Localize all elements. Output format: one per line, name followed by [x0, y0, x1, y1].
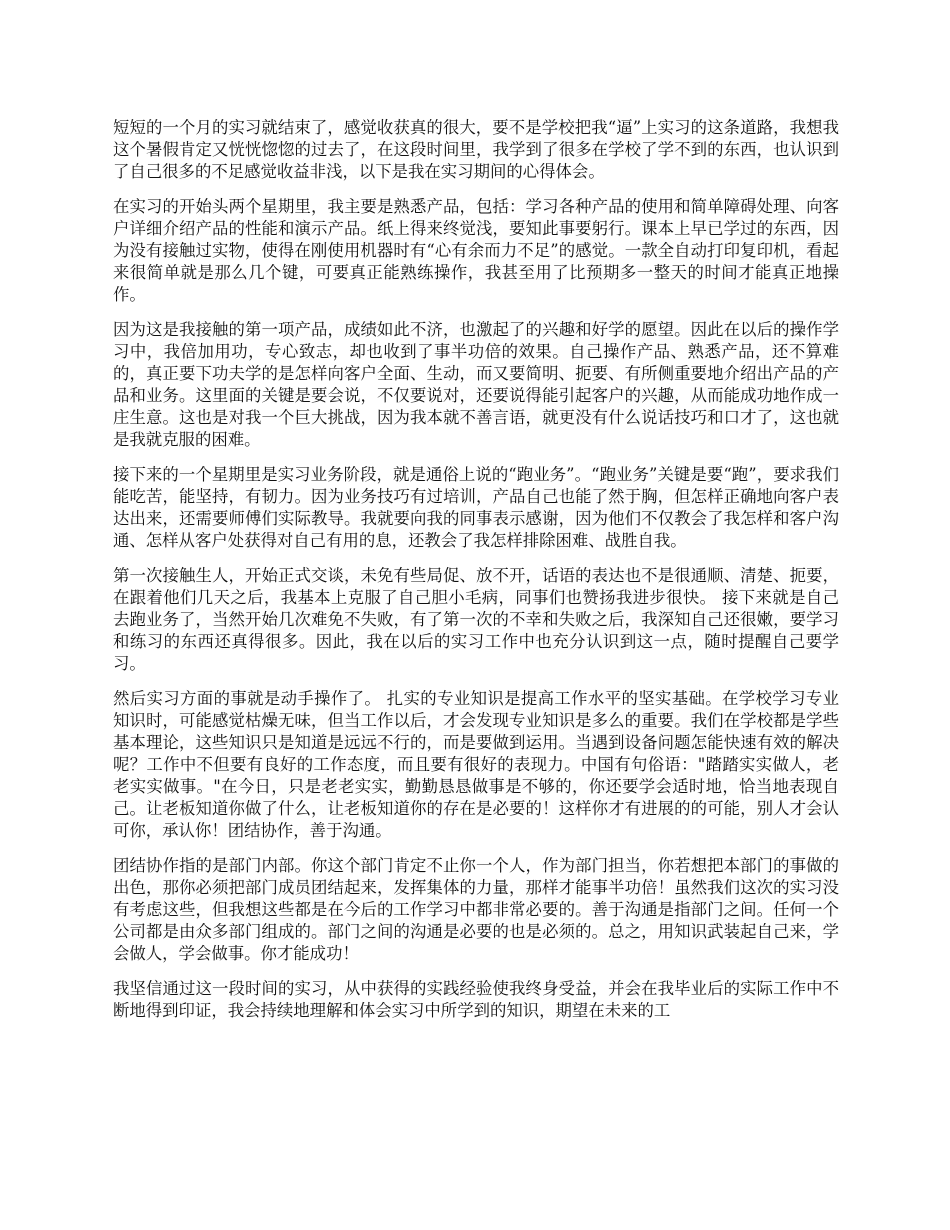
paragraph-6: 然后实习方面的事就是动手操作了。 扎实的专业知识是提高工作水平的坚实基础。在学校学习专业知识时，可能感觉枯燥无味，但当工作以后，才会发现专业知识是多么的重要。我们在学校都是学些基本理论，这些知识只是知道是远远不行的，而是要做到运用。当遇到设备问题怎能快速有效的解决呢？工作中不但要有良好的工作态度，而且要有很好的表现力。中国有句俗语："踏踏实实做人，老老实实做事。"在今日，只是老老实实，勤勤恳恳做事是不够的，你还要学会适时地，恰当地表现自己。让老板知道你做了什么，让老板知道你的存在是必要的！这样你才有进展的的可能，别人才会认可你，承认你！团结协作，善于沟通。: [113, 689, 839, 840]
document-body: [113, 117, 839, 1035]
paragraph-2: 在实习的开始头两个星期里，我主要是熟悉产品，包括：学习各种产品的使用和简单障碍处理、向客户详细介绍产品的性能和演示产品。纸上得来终觉浅，要知此事要躬行。课本上早已学过的东西，因为没有接触过实物，使得在刚使用机器时有“心有余而力不足”的感觉。一款全自动打印复印机，看起来很简单就是那么几个键，可要真正能熟练操作，我甚至用了比预期多一整天的时间才能真正地操作。: [113, 197, 839, 304]
paragraph-5: 第一次接触生人，开始正式交谈，未免有些局促、放不开，话语的表达也不是很通顺、清楚、扼要，在跟着他们几天之后，我基本上克服了自己胆小毛病，同事们也赞扬我进步很快。 接下来就是自己去跑业务了，当然开始几次难免不失败，有了第一次的不幸和失败之后，我深知自己还很嫩，要学习和练习的东西还真得很多。因此，我在以后的实习工作中也充分认识到这一点，随时提醒自己要学习。: [113, 566, 839, 673]
paragraph-1: 短短的一个月的实习就结束了，感觉收获真的很大，要不是学校把我“逼”上实习的这条道路，我想我这个暑假肯定又恍恍惚惚的过去了，在这段时间里，我学到了很多在学校了学不到的东西，也认识到了自己很多的不足感觉收益非浅，以下是我在实习期间的心得体会。: [113, 118, 839, 181]
paragraph-3: 因为这是我接触的第一项产品，成绩如此不济，也激起了的兴趣和好学的愿望。因此在以后的操作学习中，我倍加用功，专心致志，却也收到了事半功倍的效果。自己操作产品、熟悉产品，还不算难的，真正要下功夫学的是怎样向客户全面、生动，而又要简明、扼要、有所侧重要地介绍出产品的产品和业务。这里面的关键是要会说，不仅要说对，还要说得能引起客户的兴趣，从而能成功地作成一庄生意。这也是对我一个巨大挑战，因为我本就不善言语，就更没有什么说话技巧和口才了，这也就是我就克服的困难。: [113, 320, 839, 449]
paragraph-4: 接下来的一个星期里是实习业务阶段，就是通俗上说的“跑业务”。“跑业务”关键是要“跑”，要求我们能吃苦，能坚持，有韧力。因为业务技巧有过培训，产品自己也能了然于胸，但怎样正确地向客户表达出来，还需要师傅们实际教导。我就要向我的同事表示感谢，因为他们不仅教会了我怎样和客户沟通、怎样从客户处获得对自己有用的息，还教会了我怎样排除困难、战胜自我。: [113, 465, 839, 550]
paragraph-7: 团结协作指的是部门内部。你这个部门肯定不止你一个人，作为部门担当，你若想把本部门的事做的出色，那你必须把部门成员团结起来，发挥集体的力量，那样才能事半功倍！虽然我们这次的实习没有考虑这些，但我想这些都是在今后的工作学习中都非常必要的。善于沟通是指部门之间。任何一个公司都是由众多部门组成的。部门之间的沟通是必要的也是必须的。总之，用知识武装起自己来，学会做人，学会做事。你才能成功！: [113, 856, 839, 963]
paragraph-8: 我坚信通过这一段时间的实习，从中获得的实践经验使我终身受益，并会在我毕业后的实际工作中不断地得到印证，我会持续地理解和体会实习中所学到的知识，期望在未来的工: [113, 979, 839, 1020]
